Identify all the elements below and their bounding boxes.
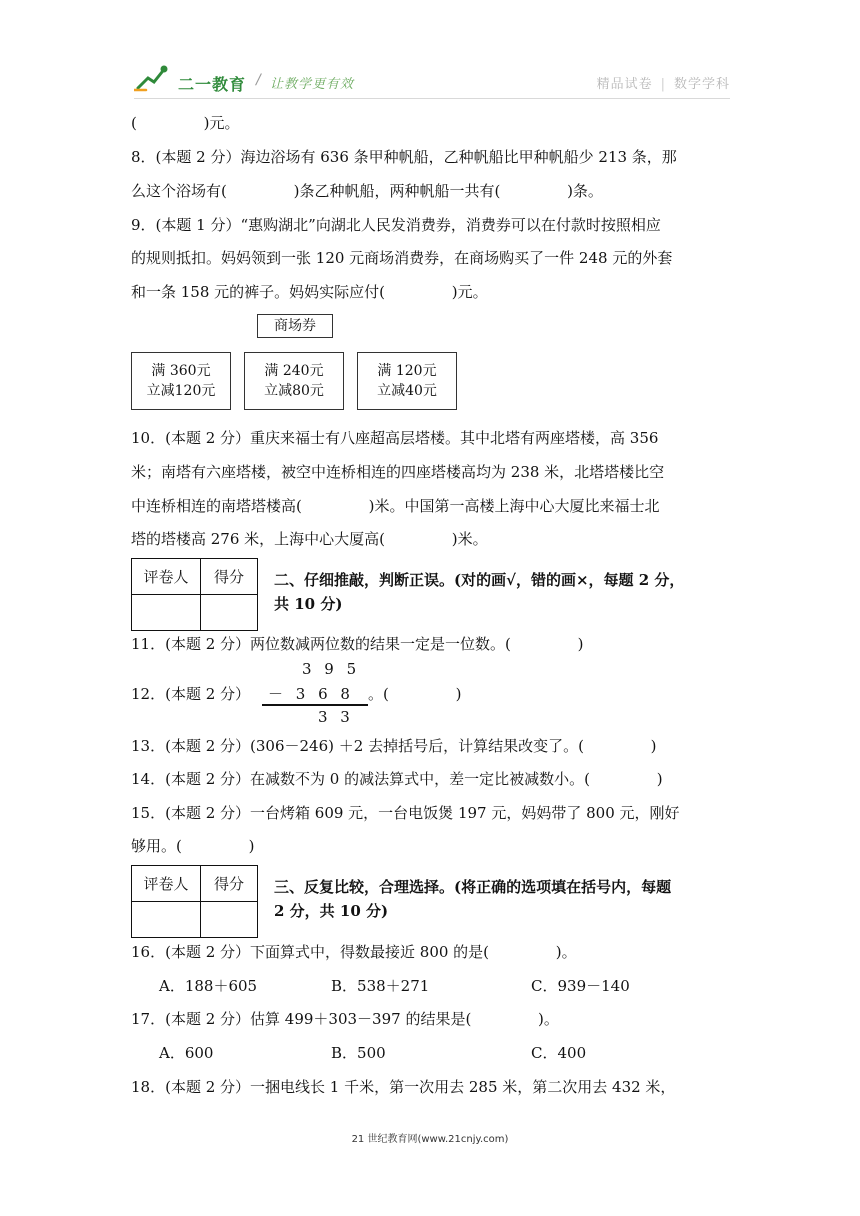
coupon-360	[131, 352, 231, 410]
question-12-label: 12．(本题 2 分）	[131, 685, 251, 703]
coupon-240	[244, 352, 344, 410]
question-16: 16．(本题 2 分）下面算式中，得数最接近 800 的是( )。	[131, 943, 577, 961]
question-18-line-1: 18．(本题 2 分）一捆电线长 1 千米，第一次用去 285 米，第二次用去 432 米，	[131, 1078, 676, 1096]
question-17-option-b: B．500	[331, 1044, 386, 1062]
question-10-line-2: 米；南塔有六座塔楼，被空中连桥相连的四座塔楼高均为 238 米，北塔塔楼比空	[131, 463, 665, 481]
header-divider: /	[256, 72, 261, 88]
text-line: ( )元。	[131, 114, 240, 132]
question-10-line-1: 10．(本题 2 分）重庆来福士有八座超高层塔楼。其中北塔有两座塔楼，高 356	[131, 429, 659, 447]
question-16-option-a: A．188＋605	[159, 977, 258, 995]
question-10-line-3: 中连桥相连的南塔塔楼高( )米。中国第一高楼上海中心大厦比来福士北	[131, 497, 660, 515]
question-8-line-1: 8．(本题 2 分）海边浴场有 636 条甲种帆船，乙种帆船比甲种帆船少 213 条，那	[131, 148, 677, 166]
coupon-discount: 立减80元	[264, 383, 324, 399]
header-tag-subject: 数学学科	[673, 77, 730, 92]
coupon-discount: 立减120元	[146, 383, 216, 399]
reviewer-header: 评卷人	[132, 866, 201, 902]
reviewer-cell	[132, 902, 201, 938]
brand-name: 二一教育	[178, 75, 247, 94]
question-11: 11．(本题 2 分）两位数减两位数的结果一定是一位数。( )	[131, 635, 584, 653]
reviewer-header: 评卷人	[132, 559, 201, 595]
question-17: 17．(本题 2 分）估算 499＋303－397 的结果是( )。	[131, 1010, 559, 1028]
coupon-threshold: 满 120元	[377, 363, 437, 379]
section-3-title-line-1: 三、反复比较，合理选择。(将正确的选项填在括号内，每题	[274, 878, 672, 896]
coupon-discount: 立减40元	[377, 383, 437, 399]
header-tag-quality: 精品试卷	[596, 77, 653, 92]
question-14: 14．(本题 2 分）在减数不为 0 的减法算式中，差一定比被减数小。( )	[131, 770, 663, 788]
question-17-option-a: A．600	[159, 1044, 214, 1062]
section-2-title-line-2: 共 10 分)	[274, 595, 343, 613]
score-table-section-3	[131, 865, 258, 938]
subtraction-rule	[262, 704, 368, 706]
question-17-option-c: C．400	[531, 1044, 587, 1062]
reviewer-cell	[132, 595, 201, 631]
score-table-section-2	[131, 558, 258, 631]
header-rule	[134, 98, 730, 99]
brand-slogan: 让教学更有效	[270, 77, 355, 92]
header-tags	[597, 73, 730, 92]
coupon-title: 商场券	[257, 314, 333, 338]
question-16-option-c: C．939－140	[531, 977, 630, 995]
question-8-line-2: 么这个浴场有( )条乙种帆船，两种帆船一共有( )条。	[131, 182, 603, 200]
question-13: 13．(本题 2 分）(306－246) ＋2 去掉括号后，计算结果改变了。( )	[131, 737, 657, 755]
section-2-title-line-1: 二、仔细推敲，判断正误。(对的画√，错的画×，每题 2 分，	[274, 571, 685, 589]
question-15-line-2: 够用。( )	[131, 837, 255, 855]
subtraction-result: 3 3	[318, 708, 354, 726]
subtraction-minuend: 3 9 5	[302, 660, 361, 678]
coupon-threshold: 满 240元	[264, 363, 324, 379]
score-header: 得分	[201, 866, 258, 902]
question-9-line-2: 的规则抵扣。妈妈领到一张 120 元商场消费券，在商场购买了一件 248 元的外套	[131, 249, 673, 267]
question-9-line-3: 和一条 158 元的裤子。妈妈实际应付( )元。	[131, 283, 488, 301]
score-cell	[201, 595, 258, 631]
coupon-120	[357, 352, 457, 410]
score-header: 得分	[201, 559, 258, 595]
header-tag-separator: |	[660, 77, 666, 92]
question-16-option-b: B．538＋271	[331, 977, 430, 995]
question-15-line-1: 15．(本题 2 分）一台烤箱 609 元，一台电饭煲 197 元，妈妈带了 800 元，刚好	[131, 804, 680, 822]
section-3-title-line-2: 2 分，共 10 分)	[274, 902, 389, 920]
score-cell	[201, 902, 258, 938]
question-9-line-1: 9．(本题 1 分）“惠购湖北”向湖北人民发消费券，消费券可以在付款时按照相应	[131, 216, 661, 234]
page-header	[134, 58, 730, 98]
coupon-threshold: 满 360元	[151, 363, 211, 379]
question-10-line-4: 塔的塔楼高 276 米，上海中心大厦高( )米。	[131, 530, 488, 548]
page-footer: 21 世纪教育网(www.21cnjy.com)	[351, 1134, 509, 1145]
subtraction-subtrahend: － 3 6 8	[268, 685, 354, 703]
question-12-tail: 。( )	[368, 685, 462, 703]
running-figure-logo-icon	[134, 64, 174, 92]
